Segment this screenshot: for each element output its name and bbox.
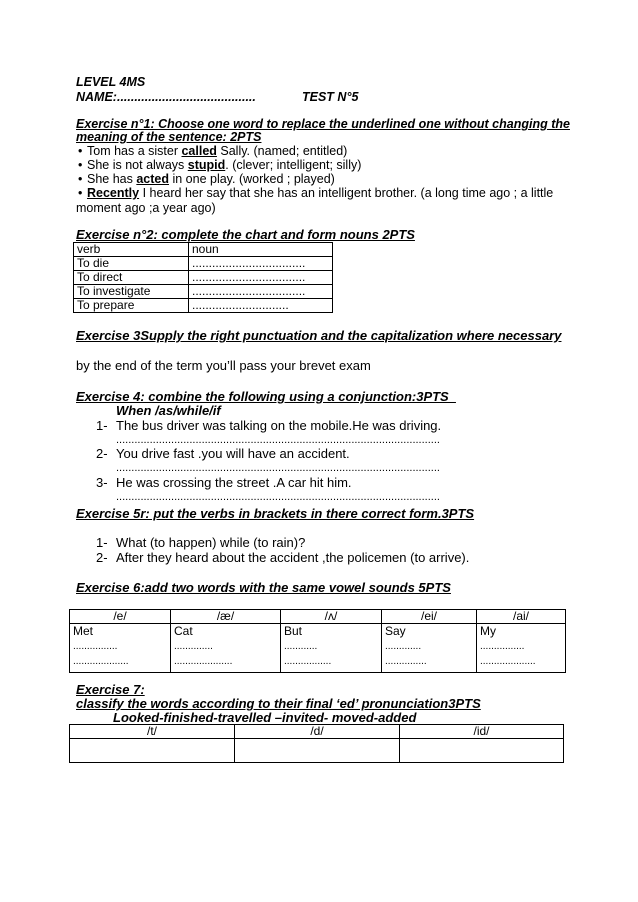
bullet-icon: • bbox=[78, 144, 83, 158]
ex7-instruction: classify the words according to their final ‘ed’ pronunciation3PTS bbox=[76, 696, 481, 711]
level-label: LEVEL 4MS bbox=[76, 75, 146, 89]
ex4-item-number: 3- bbox=[96, 475, 108, 490]
test-label: TEST N°5 bbox=[302, 90, 359, 104]
ex4-title: Exercise 4: combine the following using a conjunction:3PTS_ bbox=[76, 389, 456, 404]
ex5-item-text: After they heard about the accident ,the policemen (to arrive). bbox=[116, 550, 470, 565]
bullet-icon: • bbox=[78, 158, 83, 172]
ex4-item-text: You drive fast .you will have an accident. bbox=[116, 446, 350, 461]
ex7-title: Exercise 7: bbox=[76, 682, 145, 697]
answer-line: .......................................................................................................... bbox=[116, 462, 440, 474]
ex4-item-number: 2- bbox=[96, 446, 108, 461]
ex1-continuation: moment ago ;a year ago) bbox=[76, 201, 216, 215]
ex7-word-list: Looked-finished-travelled –invited- moved-added bbox=[113, 710, 417, 725]
ex2-chart bbox=[73, 242, 333, 313]
table-row: To direct .................................. bbox=[74, 271, 333, 285]
ex4-conjunctions: When /as/while/if bbox=[116, 403, 221, 418]
bullet-icon: • bbox=[78, 172, 83, 186]
name-field: NAME:........................................ bbox=[76, 90, 256, 104]
ex1-item: • She has acted in one play. (worked ; played) bbox=[78, 172, 335, 186]
table-row: To prepare ............................. bbox=[74, 299, 333, 313]
ex3-sentence: by the end of the term you’ll pass your brevet exam bbox=[76, 358, 371, 373]
ex4-item-text: The bus driver was talking on the mobile.He was driving. bbox=[116, 418, 442, 433]
table-row: verb noun bbox=[74, 243, 333, 257]
ex1-item: • She is not always stupid. (clever; intelligent; silly) bbox=[78, 158, 362, 172]
ex4-item-text: He was crossing the street .A car hit him. bbox=[116, 475, 352, 490]
answer-line: .......................................................................................................... bbox=[116, 434, 440, 446]
ex4-item-number: 1- bbox=[96, 418, 108, 433]
ex1-item: • Tom has a sister called Sally. (named; entitled) bbox=[78, 144, 348, 158]
ex1-title-line1: Exercise n°1: Choose one word to replace the underlined one without changing the bbox=[76, 117, 570, 131]
table-row: /t/ /d/ /id/ bbox=[70, 725, 564, 739]
ex7-pronunciation-table bbox=[69, 724, 564, 763]
ex5-item-number: 1- bbox=[96, 535, 108, 550]
ex6-vowel-table bbox=[69, 609, 566, 673]
ex5-title: Exercise 5r: put the verbs in brackets in there correct form.3PTS bbox=[76, 506, 475, 521]
answer-line: .......................................................................................................... bbox=[116, 491, 440, 503]
table-row bbox=[70, 739, 564, 763]
table-row: /e/ /æ/ /ʌ/ /ei/ /ai/ bbox=[70, 610, 566, 624]
table-row: To investigate .................................. bbox=[74, 285, 333, 299]
ex2-title: Exercise n°2: complete the chart and form nouns 2PTS bbox=[76, 227, 415, 242]
table-row: To die .................................. bbox=[74, 257, 333, 271]
bullet-icon: • bbox=[78, 186, 83, 200]
ex5-item-number: 2- bbox=[96, 550, 108, 565]
ex5-item-text: What (to happen) while (to rain)? bbox=[116, 535, 306, 550]
ex1-item: • Recently I heard her say that she has an intelligent brother. (a long time ago ; a little bbox=[78, 186, 554, 200]
ex6-title: Exercise 6:add two words with the same vowel sounds 5PTS bbox=[76, 580, 451, 595]
ex1-title-line2: meaning of the sentence: 2PTS bbox=[76, 130, 262, 144]
table-row: Met ................ .................... Cat .............. ..................... But ............ ................. Say ............. ............... My ................ .................... bbox=[70, 624, 566, 673]
ex3-title: Exercise 3Supply the right punctuation and the capitalization where necessary bbox=[76, 328, 562, 343]
